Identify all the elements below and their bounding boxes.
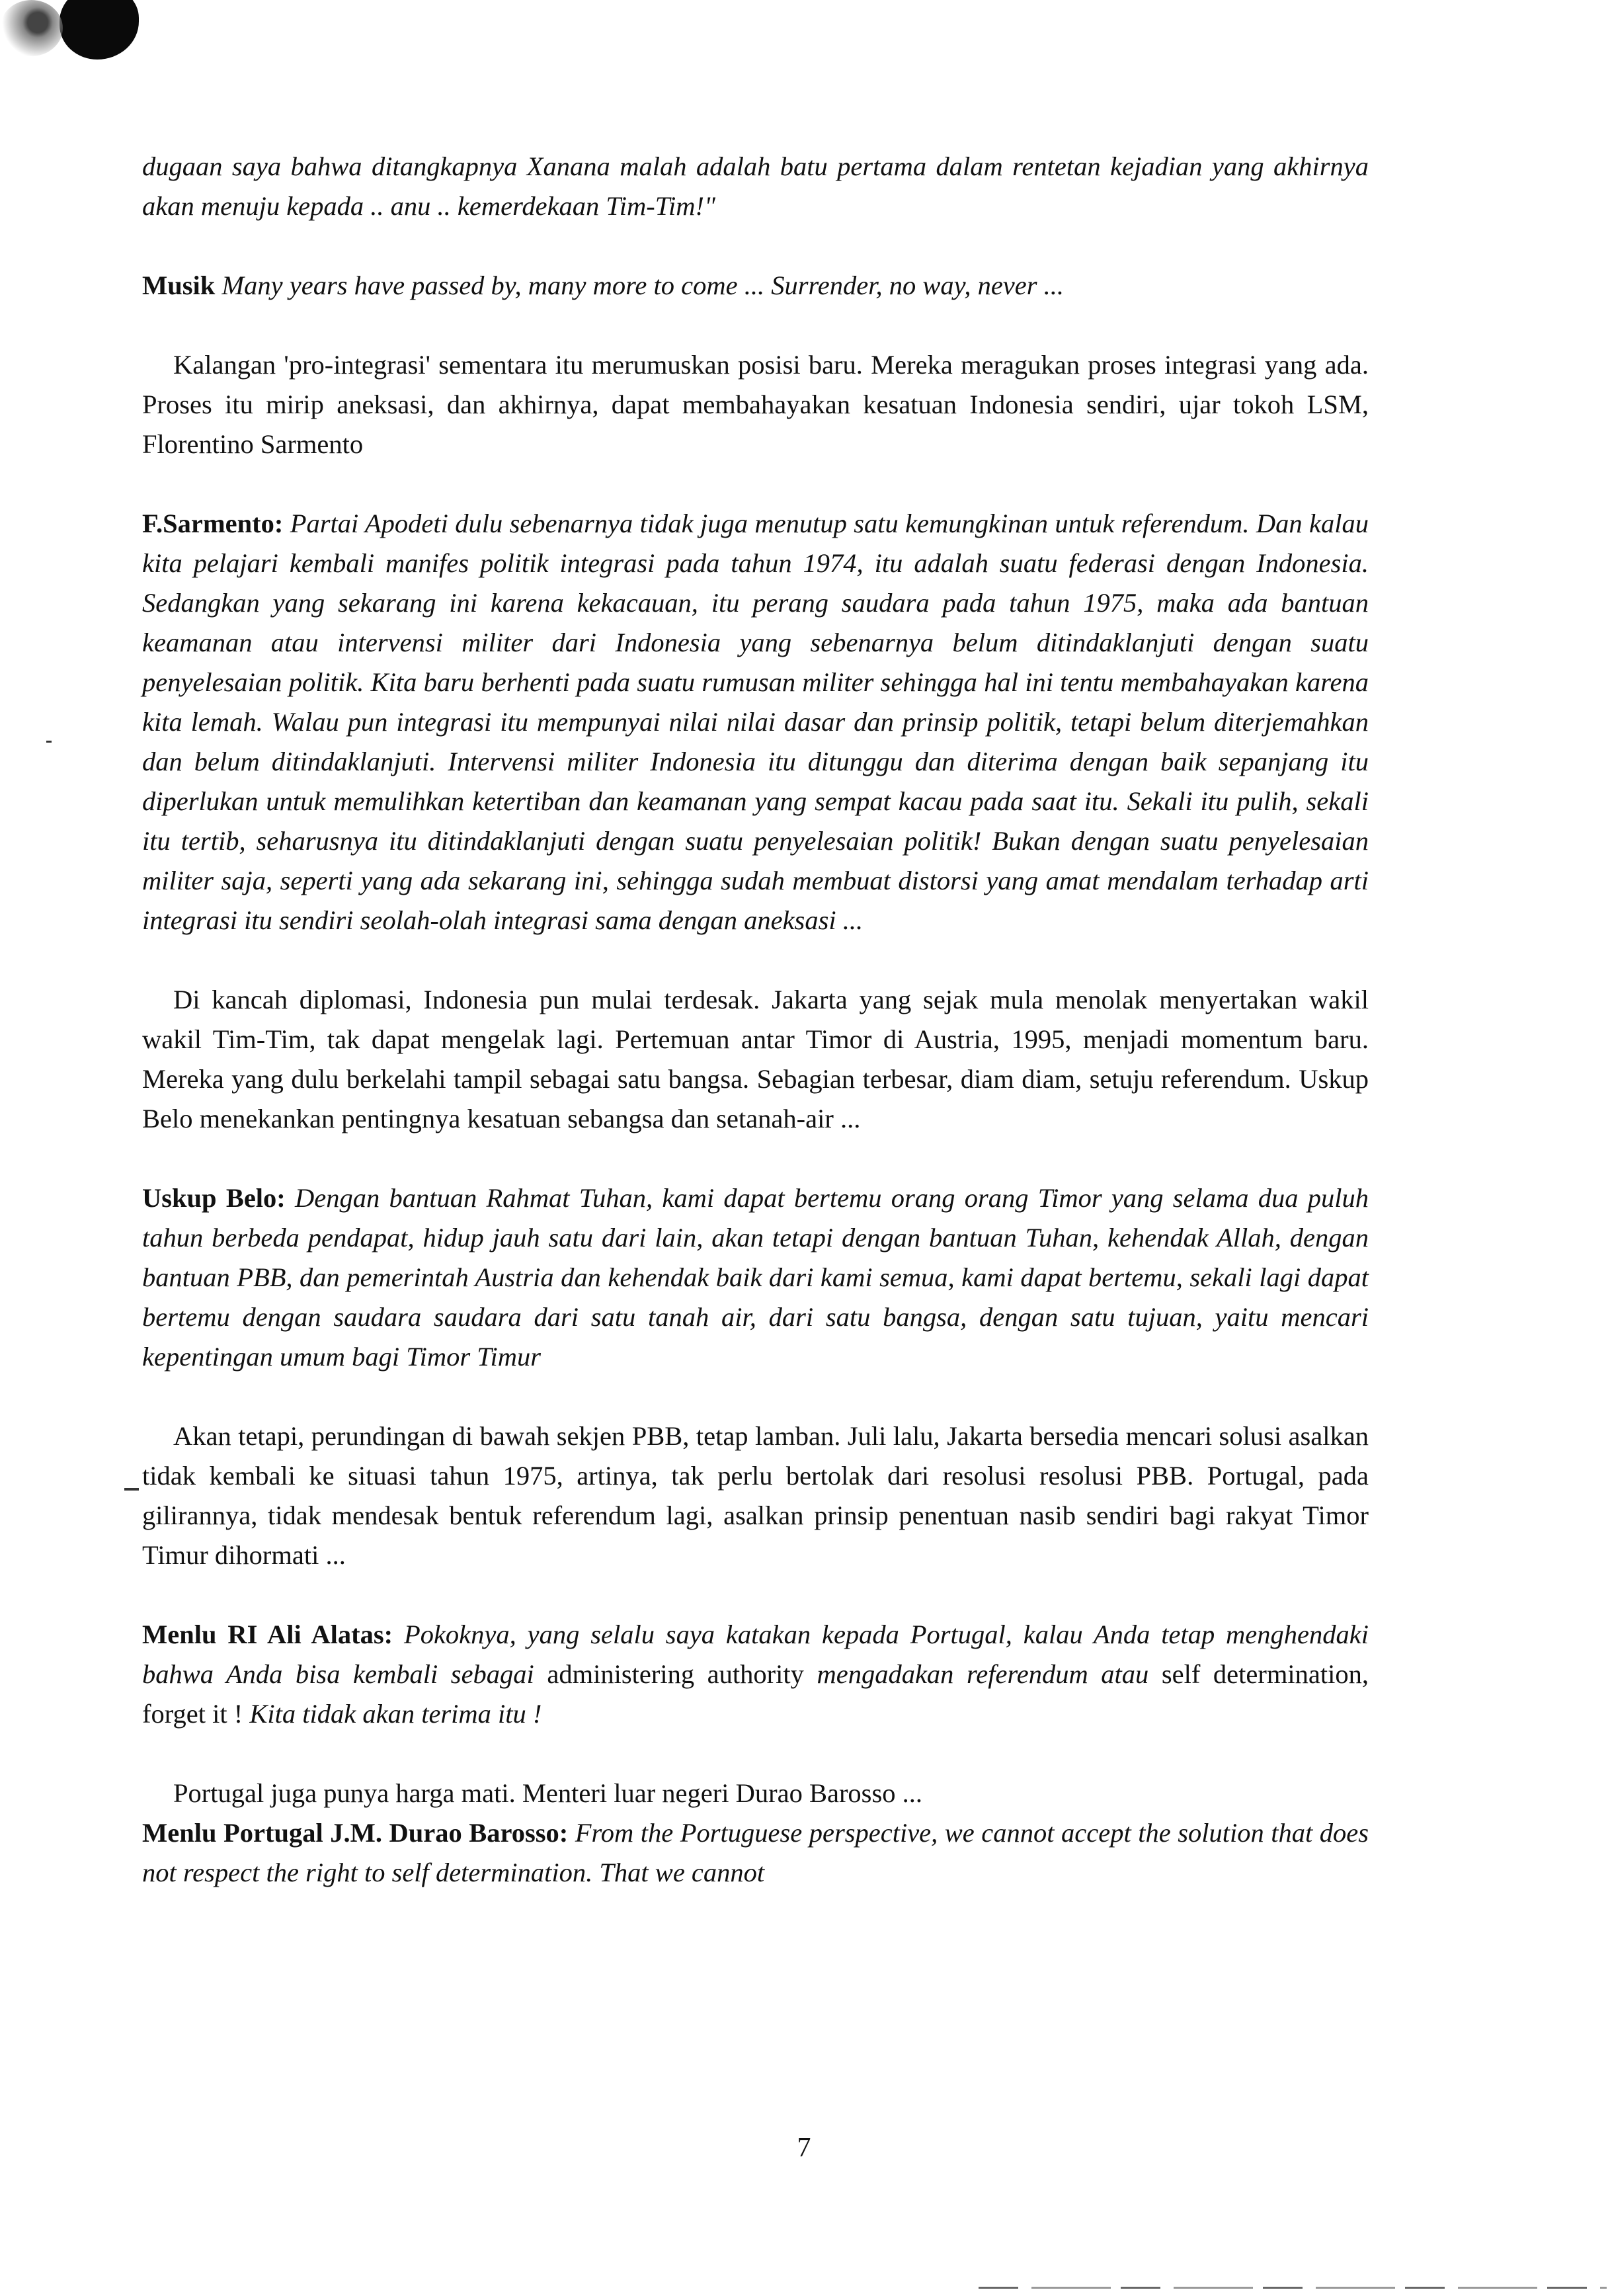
paragraph-alatas-quote [142,1615,1369,1734]
stray-mark [124,1488,139,1491]
lyric-text: Many years have passed by, many more to come ... Surrender, no way, never ... [221,270,1065,300]
document-body [142,147,1369,1893]
quote-text: Dengan bantuan Rahmat Tuhan, kami dapat bertemu orang orang Timor yang selama dua puluh tahun berbeda pendapat, hidup jauh satu dari lain, akan tetapi dengan bantuan Tuhan, kehendak Allah, dengan bantuan PBB, dan pemerintah Austria dan kehendak baik dari kami semua, kami dapat bertemu, sekali lagi dapat bertemu dengan saudara saudara dari satu tanah air, dari satu bangsa, dengan satu tujuan, yaitu mencari kepentingan umum bagi Timor Timur [142,1183,1369,1372]
stray-mark [46,741,52,743]
page-number: 7 [797,2133,811,2163]
speaker-label: F.Sarmento: [142,509,290,538]
paragraph-barosso-quote [142,1813,1369,1893]
narration-text: Portugal juga punya harga mati. Menteri luar negeri Durao Barosso ... [173,1778,922,1808]
english-term: administering authority [547,1659,817,1689]
paragraph-quote-continuation [142,147,1369,226]
paragraph-narration [142,1774,1369,1813]
english-term: self determination, forget it ! [142,1659,1369,1729]
paragraph-sarmento-quote [142,504,1369,940]
speaker-label: Menlu RI Ali Alatas: [142,1620,404,1649]
paragraph-narration [142,345,1369,464]
narration-text: Kalangan 'pro-integrasi' sementara itu merumuskan posisi baru. Mereka meragukan proses integrasi yang ada. Proses itu mirip aneksasi, dan akhirnya, dapat membahayakan kesatuan Indonesia sendiri, ujar tokoh LSM, Florentino Sarmento [142,350,1369,459]
quote-text: Pokoknya, yang selalu saya katakan kepada Portugal, kalau Anda tetap menghendaki bahwa Anda bisa kembali sebagai [142,1620,1369,1689]
quote-text: dugaan saya bahwa ditangkapnya Xanana malah adalah batu pertama dalam rentetan kejadian yang akhirnya akan menuju kepada .. anu .. kemerdekaan Tim-Tim!" [142,151,1369,221]
speaker-label: Musik [142,270,222,300]
paragraph-narration [142,1416,1369,1575]
quote-text: Partai Apodeti dulu sebenarnya tidak juga menutup satu kemungkinan untuk referendum. Dan kalau kita pelajari kembali manifes politik integrasi pada tahun 1974, itu adalah suatu federasi dengan Indonesia. Sedangkan yang sekarang ini karena kekacauan, itu perang saudara pada tahun 1975, maka ada bantuan keamanan atau intervensi militer dari Indonesia yang sebenarnya belum ditindaklanjuti dengan suatu penyelesaian politik. Kita baru berhenti pada suatu rumusan militer sehingga hal ini tentu membahayakan karena kita lemah. Walau pun integrasi itu mempunyai nilai nilai dasar dan prinsip politik, tetapi belum diterjemahkan dan belum ditindaklanjuti. Intervensi militer Indonesia itu ditunggu dan diterima dengan baik sepanjang itu diperlukan untuk memulihkan ketertiban dan keamanan yang sempat kacau pada saat itu. Sekali itu pulih, sekali itu tertib, seharusnya itu ditindaklanjuti dengan suatu penyelesaian politik! Bukan dengan suatu penyelesaian militer saja, seperti yang ada sekarang ini, sehingga sudah membuat distorsi yang amat mendalam terhadap arti integrasi itu sendiri seolah-olah integrasi sama dengan aneksasi ... [142,509,1369,935]
paragraph-music [142,266,1369,306]
speaker-label: Menlu Portugal J.M. Durao Barosso: [142,1818,575,1848]
scan-edge-line [979,2287,1607,2289]
paragraph-narration [142,980,1369,1139]
ink-speck [0,0,63,56]
narration-text: Akan tetapi, perundingan di bawah sekjen PBB, tetap lamban. Juli lalu, Jakarta bersedia mencari solusi asalkan tidak kembali ke situasi tahun 1975, artinya, tak perlu bertolak dari resolusi resolusi PBB. Portugal, pada gilirannya, tidak mendesak bentuk referendum lagi, asalkan prinsip penentuan nasib sendiri bagi rakyat Timor Timur dihormati ... [142,1421,1369,1570]
quote-text: From the Portuguese perspective, we cannot accept the solution that does not respect the right to self determination. That we cannot [142,1818,1369,1887]
paragraph-belo-quote [142,1178,1369,1377]
quote-text: Kita tidak akan terima itu ! [249,1699,542,1729]
ink-blot [60,0,139,60]
narration-text: Di kancah diplomasi, Indonesia pun mulai terdesak. Jakarta yang sejak mula menolak menyertakan wakil wakil Tim-Tim, tak dapat mengelak lagi. Pertemuan antar Timor di Austria, 1995, menjadi momentum baru. Mereka yang dulu berkelahi tampil sebagai satu bangsa. Sebagian terbesar, diam diam, setuju referendum. Uskup Belo menekankan pentingnya kesatuan sebangsa dan setanah-air ... [142,985,1369,1133]
speaker-label: Uskup Belo: [142,1183,296,1213]
quote-text: mengadakan referendum atau [817,1659,1162,1689]
